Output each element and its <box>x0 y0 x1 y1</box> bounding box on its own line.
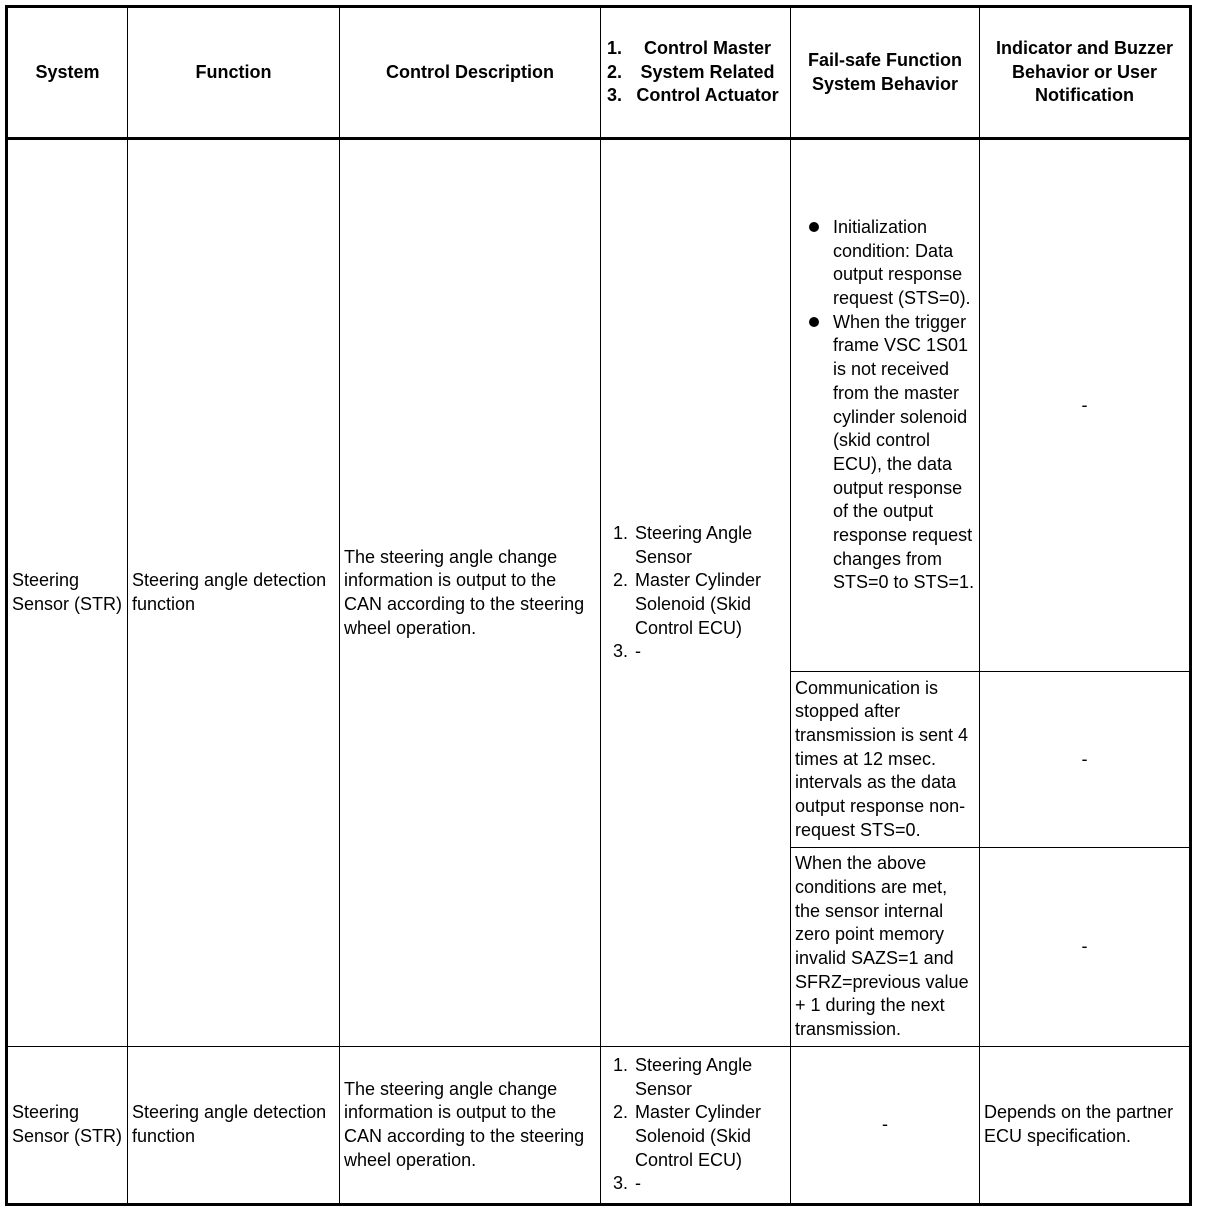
control-items-list <box>605 522 786 664</box>
table-row <box>7 139 1191 672</box>
cell-failsafe: - <box>791 1047 980 1205</box>
list-item: 1. Steering Angle Sensor <box>633 1054 786 1101</box>
header-control-list <box>605 37 786 108</box>
header-control-actuator: 3. Control Actuator <box>627 84 786 108</box>
header-failsafe: Fail-safe Function System Behavior <box>791 7 980 139</box>
header-control-master: 1. Control Master <box>627 37 786 61</box>
cell-function: Steering angle detection function <box>128 1047 340 1205</box>
failsafe-bullet-list <box>795 216 975 595</box>
list-item: 1. Steering Angle Sensor <box>633 522 786 569</box>
table-row <box>7 1047 1191 1205</box>
cell-failsafe <box>791 139 980 672</box>
cell-indicator: Depends on the partner ECU specification. <box>980 1047 1191 1205</box>
header-control-description: Control Description <box>340 7 601 139</box>
list-item: 3. - <box>633 1172 786 1196</box>
header-system: System <box>7 7 128 139</box>
bullet-text: Initialization condition: Data output response request (STS=0). <box>833 216 971 308</box>
header-indicator: Indicator and Buzzer Behavior or User Notification <box>980 7 1191 139</box>
list-item: 2. Master Cylinder Solenoid (Skid Control ECU) <box>633 569 786 640</box>
cell-failsafe: Communication is stopped after transmission is sent 4 times at 12 msec. intervals as the data output response non-request STS=0. <box>791 672 980 848</box>
cell-system: Steering Sensor (STR) <box>7 1047 128 1205</box>
header-control-items <box>601 7 791 139</box>
header-function: Function <box>128 7 340 139</box>
cell-indicator: - <box>980 848 1191 1047</box>
bullet-icon <box>809 222 819 232</box>
list-item: 3. - <box>633 640 786 664</box>
list-item: 2. Master Cylinder Solenoid (Skid Control ECU) <box>633 1101 786 1172</box>
bullet-icon <box>809 317 819 327</box>
cell-control-description: The steering angle change information is output to the CAN according to the steering wheel operation. <box>340 1047 601 1205</box>
cell-control-items <box>601 139 791 1047</box>
list-item <box>833 216 975 311</box>
cell-failsafe: When the above conditions are met, the sensor internal zero point memory invalid SAZS=1 and SFRZ=previous value + 1 during the next transmission. <box>791 848 980 1047</box>
cell-indicator: - <box>980 672 1191 848</box>
control-items-list <box>605 1054 786 1196</box>
cell-control-description: The steering angle change information is output to the CAN according to the steering wheel operation. <box>340 139 601 1047</box>
cell-function: Steering angle detection function <box>128 139 340 1047</box>
header-row <box>7 7 1191 139</box>
cell-control-items <box>601 1047 791 1205</box>
cell-system: Steering Sensor (STR) <box>7 139 128 1047</box>
header-system-related: 2. System Related <box>627 61 786 85</box>
spec-table <box>5 5 1192 1206</box>
cell-indicator: - <box>980 139 1191 672</box>
list-item <box>833 311 975 595</box>
bullet-text: When the trigger frame VSC 1S01 is not received from the master cylinder solenoid (skid control ECU), the data output response of the output response request changes from STS=0 to STS=1. <box>833 311 975 593</box>
